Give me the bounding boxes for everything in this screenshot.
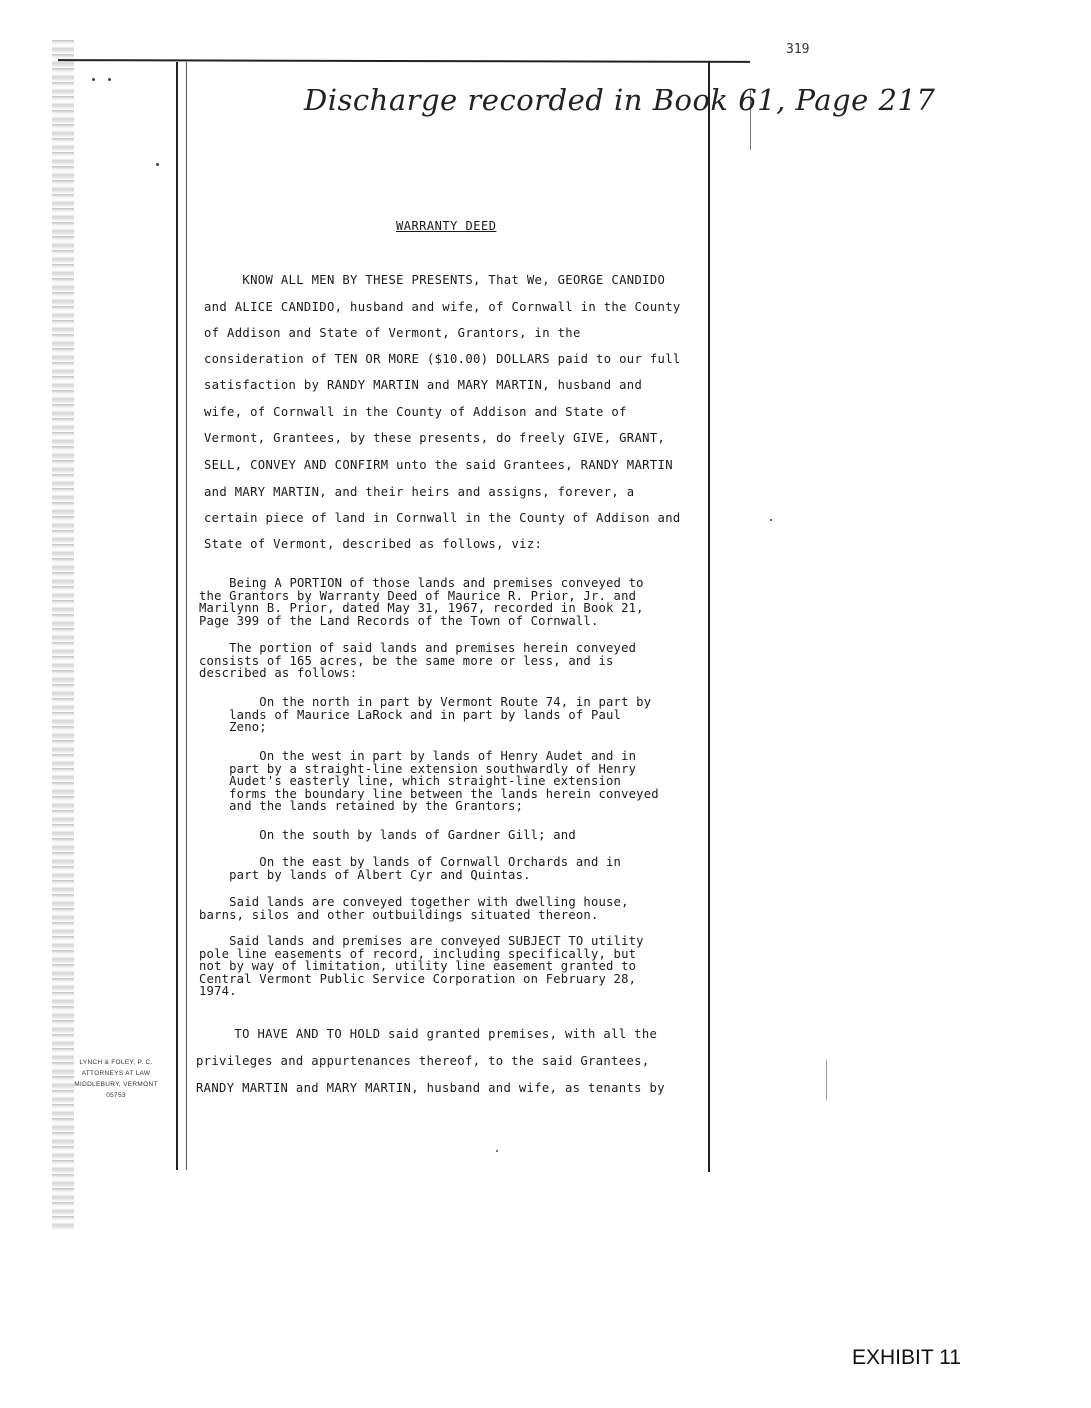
scan-speck (770, 519, 772, 521)
scan-speck (92, 78, 95, 81)
left-margin-line-inner (186, 62, 187, 1170)
boundary-west: On the west in part by lands of Henry Audet and in part by a straight-line extension southwardly of Henry Audet's easterly line, which straight-line extension forms the boundary line between the lands herein conveyed and the lands retained by the Grantors; (229, 749, 659, 814)
closing-line: TO HAVE AND TO HOLD said granted premises, with all the (196, 1027, 658, 1041)
document-title: WARRANTY DEED (396, 219, 497, 233)
stamp-line: LYNCH & FOLEY, P. C. (79, 1059, 153, 1066)
right-margin-line (708, 62, 710, 1172)
paragraph-buildings: Said lands are conveyed together with dwelling house, barns, silos and other outbuildings situated thereon. (199, 895, 629, 922)
attorney-stamp (58, 1057, 174, 1101)
intro-line: and ALICE CANDIDO, husband and wife, of Cornwall in the County (204, 300, 681, 314)
paragraph-easements: Said lands and premises are conveyed SUBJECT TO utility pole line easements of record, including specifically, but not by way of limitation, utility line easement granted to Central Vermont Public Service Corporation on February 28, 1974. (199, 934, 644, 999)
scan-speck (108, 78, 111, 81)
intro-line: KNOW ALL MEN BY THESE PRESENTS, That We, GEORGE CANDIDO (204, 273, 666, 287)
boundary-south: On the south by lands of Gardner Gill; and (199, 828, 576, 842)
top-border-line (58, 59, 750, 63)
stamp-line: ATTORNEYS AT LAW (81, 1070, 151, 1077)
intro-line: Vermont, Grantees, by these presents, do freely GIVE, GRANT, (204, 431, 666, 445)
intro-line: satisfaction by RANDY MARTIN and MARY MARTIN, husband and (204, 378, 643, 392)
intro-line: State of Vermont, described as follows, viz: (204, 537, 543, 551)
intro-line: SELL, CONVEY AND CONFIRM unto the said Grantees, RANDY MARTIN (204, 458, 673, 472)
scan-speck (156, 163, 159, 166)
intro-line: consideration of TEN OR MORE ($10.00) DOLLARS paid to our full (204, 352, 681, 366)
paragraph-acreage: The portion of said lands and premises herein conveyed consists of 165 acres, be the same more or less, and is described as follows: (199, 641, 637, 681)
intro-line: of Addison and State of Vermont, Grantors, in the (204, 326, 581, 340)
exhibit-label: EXHIBIT 11 (852, 1346, 961, 1369)
left-margin-line (176, 62, 178, 1170)
closing-line: RANDY MARTIN and MARY MARTIN, husband and wife, as tenants by (196, 1081, 665, 1095)
intro-line: wife, of Cornwall in the County of Addison and State of (204, 405, 627, 419)
intro-line: and MARY MARTIN, and their heirs and assigns, forever, a (204, 485, 635, 499)
closing-line: privileges and appurtenances thereof, to the said Grantees, (196, 1054, 650, 1068)
stamp-line: 05753 (106, 1092, 126, 1099)
scan-speck (496, 1150, 498, 1152)
paragraph-prior-deed: Being A PORTION of those lands and premises conveyed to the Grantors by Warranty Deed of Maurice R. Prior, Jr. and Marilynn B. Prior, dated May 31, 1967, recorded in Book 21, Page 399 of the Land Records of the Town of Cornwall. (199, 576, 644, 628)
intro-line: certain piece of land in Cornwall in the County of Addison and (204, 511, 681, 525)
svg-text:Discharge recorded in Book 61,: Discharge recorded in Book 61, Page 217 (304, 83, 936, 117)
stamp-line: MIDDLEBURY, VERMONT (74, 1081, 158, 1088)
boundary-north: On the north in part by Vermont Route 74, in part by lands of Maurice LaRock and in part by lands of Paul Zeno; (229, 695, 652, 735)
boundary-east: On the east by lands of Cornwall Orchards and in part by lands of Albert Cyr and Quintas. (229, 855, 622, 882)
page-number: 319 (786, 42, 810, 57)
handwritten-annotation (300, 78, 936, 124)
right-scan-mark (826, 1060, 827, 1100)
scan-edge-artifact (52, 40, 74, 1230)
